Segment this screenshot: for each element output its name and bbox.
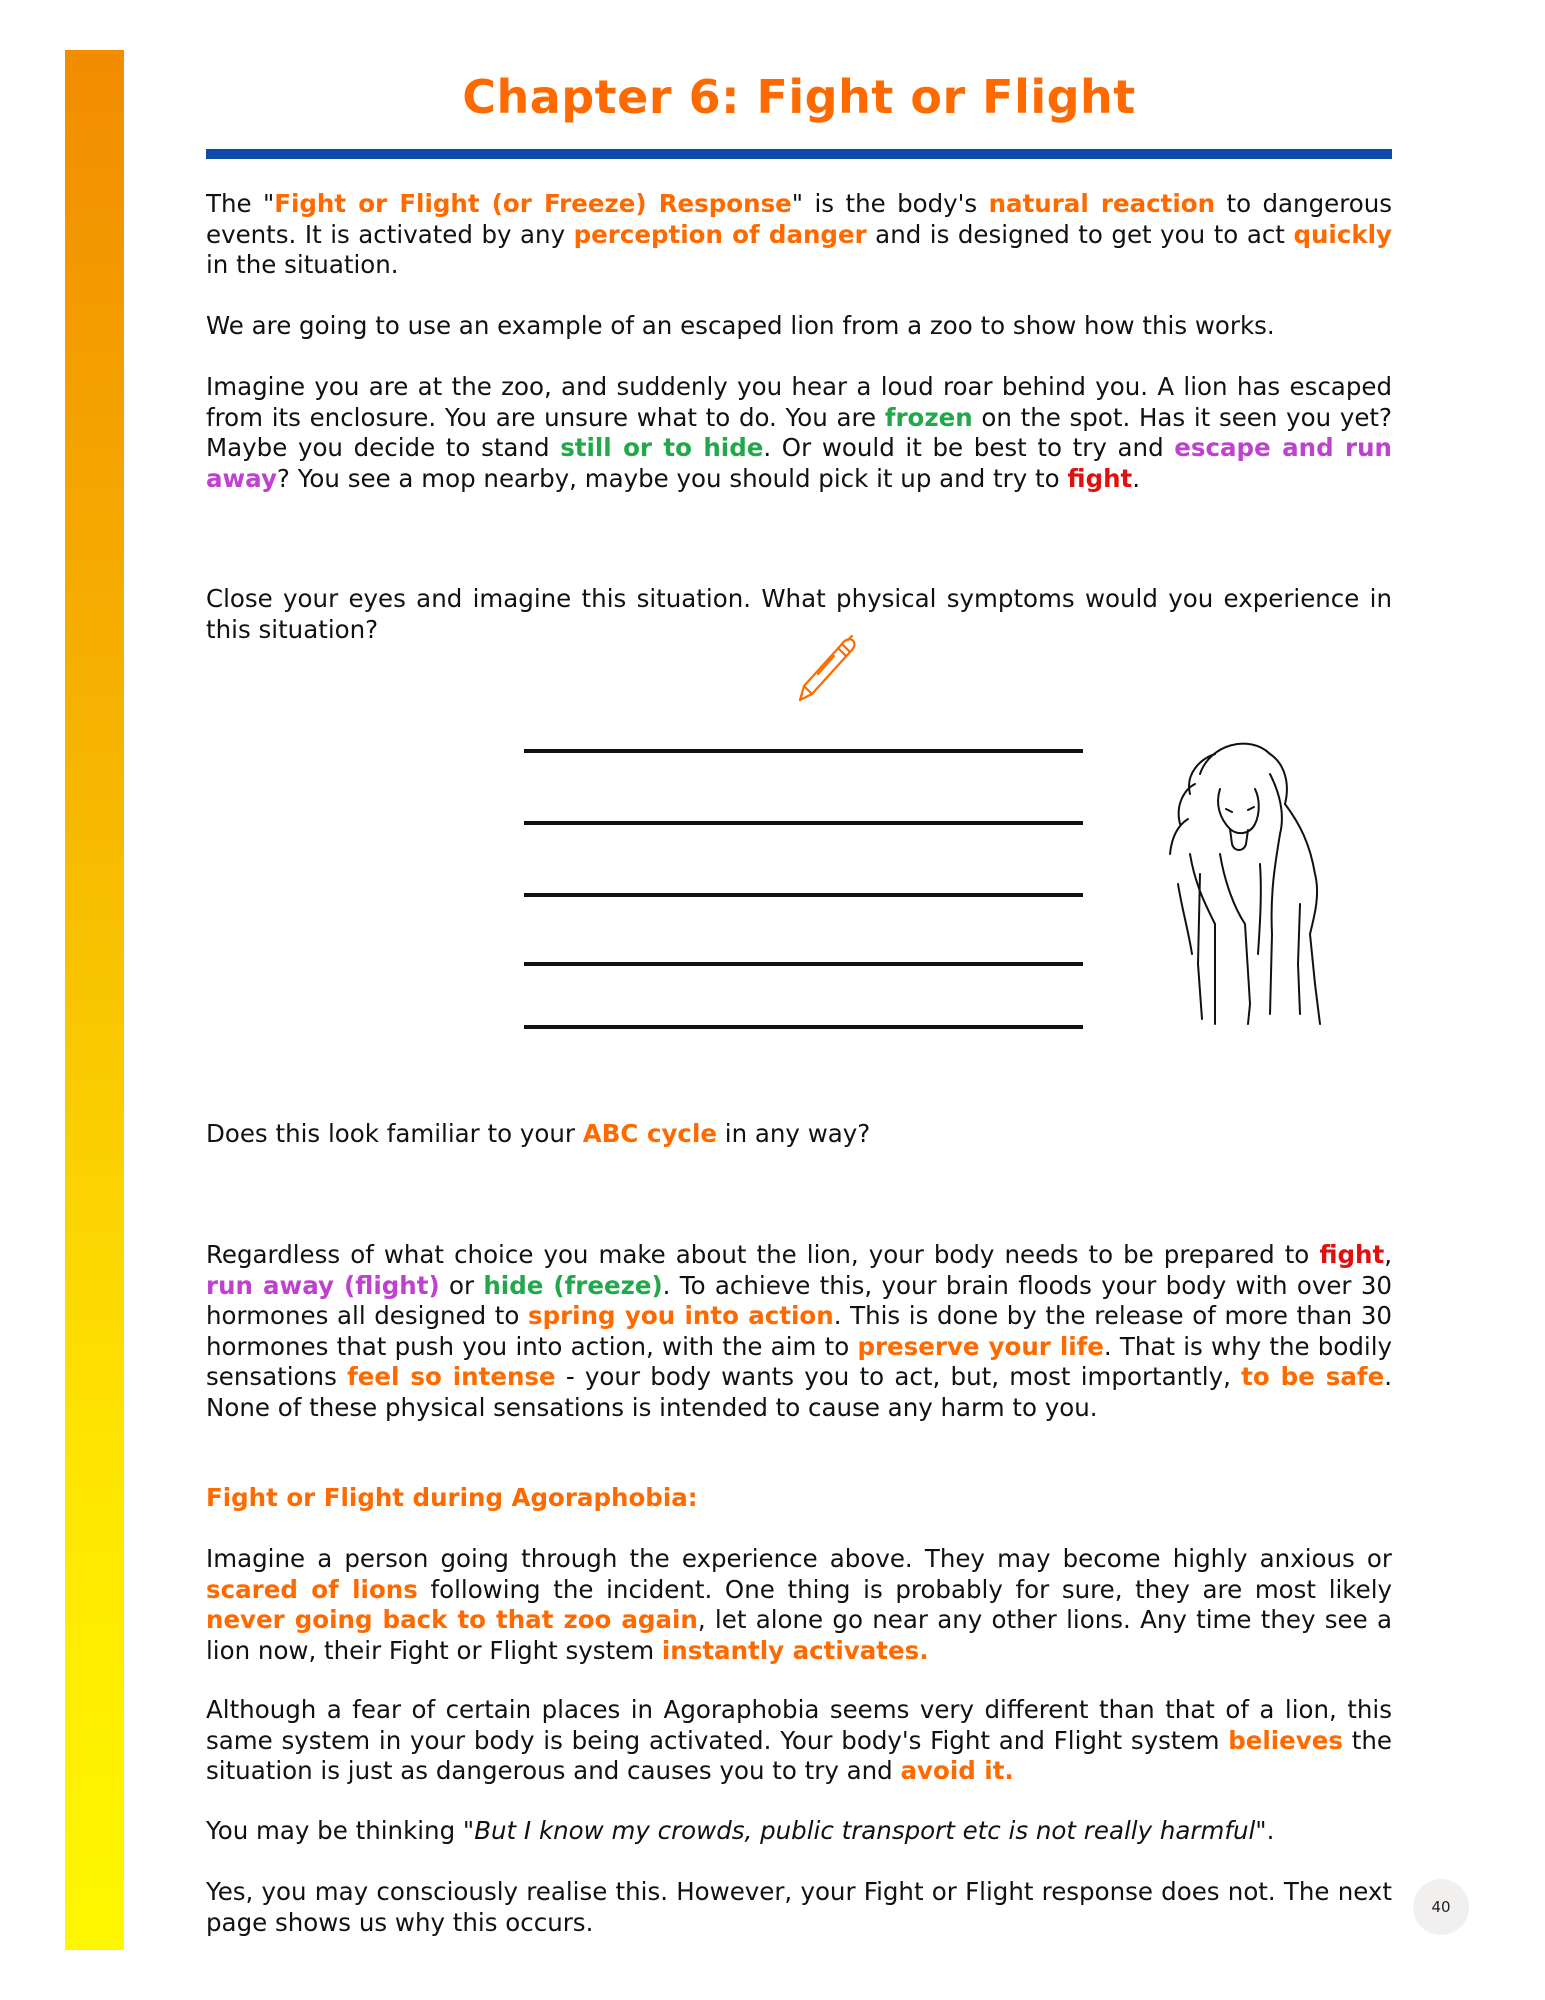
text: . That is why the bodily sensations <box>206 1331 1392 1391</box>
paragraph-thinking <box>206 1816 1392 1847</box>
pen-icon <box>790 634 860 706</box>
page-title: Chapter 6: Fight or Flight <box>462 70 1136 124</box>
text: Does this look familiar to your <box>206 1119 583 1148</box>
text: ". <box>1255 1816 1275 1845</box>
paragraph-zoo <box>206 372 1392 494</box>
answer-line-1[interactable] <box>524 749 1083 753</box>
highlight: hide (freeze) <box>483 1270 663 1300</box>
text: ? You see a mop nearby, maybe you should pick it up and try to <box>276 463 1068 493</box>
text: the situation is just as dangerous and causes you to try and <box>206 1725 1392 1785</box>
text: Imagine a person going through the experience above. They may become highly anxious or <box>206 1544 1392 1573</box>
paragraph-intro <box>206 189 1392 281</box>
highlight: still or to hide <box>560 433 764 462</box>
text: . <box>1132 463 1141 493</box>
lion-illustration <box>1160 734 1335 1034</box>
answer-line-5[interactable] <box>524 1025 1083 1029</box>
page-number: 40 <box>1413 1879 1469 1935</box>
text: The " <box>206 189 275 218</box>
title-divider <box>206 149 1392 159</box>
text: . To achieve this, your brain floods your body with over 30 hormones all designed to <box>206 1270 1392 1330</box>
section-heading: Fight or Flight during Agoraphobia: <box>206 1483 698 1512</box>
text: on the spot. Has it seen you yet? Maybe you decide to stand <box>206 402 1393 462</box>
highlight: perception of danger <box>573 219 867 249</box>
text: . Or would it be best to try and <box>763 433 1175 462</box>
text: , <box>1384 1240 1392 1269</box>
text: You may be thinking " <box>206 1816 475 1845</box>
highlight: escape and run away <box>206 433 1392 493</box>
italic-quote: But I know my crowds, public transport etc is not really harmful <box>474 1816 1256 1845</box>
highlight: believes <box>1228 1725 1343 1755</box>
paragraph-closing: Yes, you may consciously realise this. However, your Fight or Flight response does not. The next page shows us why this occurs. <box>206 1877 1392 1937</box>
highlight: natural reaction <box>988 189 1216 218</box>
text: - your body wants you to act, but, most importantly, <box>555 1362 1242 1391</box>
paragraph-prompt: Close your eyes and imagine this situation. What physical symptoms would you experience in this situation? <box>206 584 1392 644</box>
text: in any way? <box>716 1119 871 1148</box>
text: . None of these physical sensations is intended to cause any harm to you. <box>206 1362 1392 1422</box>
paragraph-agoraphobia <box>206 1544 1392 1666</box>
paragraph-example: We are going to use an example of an escaped lion from a zoo to show how this works. <box>206 311 1275 340</box>
highlight: preserve your life <box>857 1331 1104 1361</box>
answer-line-4[interactable] <box>524 962 1083 966</box>
highlight: avoid it. <box>900 1756 1014 1785</box>
answer-line-2[interactable] <box>524 821 1083 825</box>
text: to dangerous events. It is activated by any <box>206 189 1393 249</box>
text: , let alone go near any other lions. Any time they see a lion now, their Fight or Flight system <box>206 1605 1392 1665</box>
highlight: never going back to that zoo again <box>206 1605 698 1634</box>
text: in the situation. <box>206 250 399 279</box>
answer-line-3[interactable] <box>524 893 1083 897</box>
side-gradient-bar <box>65 50 124 1950</box>
paragraph-abc <box>206 1119 1392 1150</box>
text: and is designed to get you to act <box>866 219 1294 249</box>
text: Imagine you are at the zoo, and suddenly you hear a loud roar behind you. A lion has escaped from its enclosure. You are unsure what to do. You are <box>206 372 1392 432</box>
text: following the incident. One thing is probably for sure, they are most likely <box>417 1574 1393 1604</box>
paragraph-hormones <box>206 1240 1392 1423</box>
highlight: to be safe <box>1241 1362 1385 1391</box>
highlight: feel so intense <box>347 1362 556 1391</box>
text: or <box>439 1270 484 1300</box>
highlight: Fight or Flight (or Freeze) Response <box>274 189 792 218</box>
text: Although a fear of certain places in Agoraphobia seems very different than that of a lion, this same system in your body is being activated. Your body's Fight and Flight system <box>206 1695 1392 1755</box>
highlight: run away (flight) <box>206 1270 440 1300</box>
highlight: frozen <box>884 402 973 432</box>
highlight: fight <box>1067 463 1133 493</box>
highlight: spring you into action <box>527 1301 834 1330</box>
highlight: scared of lions <box>206 1574 418 1604</box>
text: . This is done by the release of more than 30 hormones that push you into action, with the aim to <box>206 1301 1392 1361</box>
highlight: fight <box>1319 1240 1385 1269</box>
text: " is the body's <box>791 189 989 218</box>
text: Regardless of what choice you make about the lion, your body needs to be prepared to <box>206 1240 1320 1269</box>
highlight: instantly activates. <box>661 1635 929 1665</box>
highlight: ABC cycle <box>582 1119 717 1148</box>
paragraph-system <box>206 1695 1392 1787</box>
highlight: quickly <box>1293 219 1392 249</box>
